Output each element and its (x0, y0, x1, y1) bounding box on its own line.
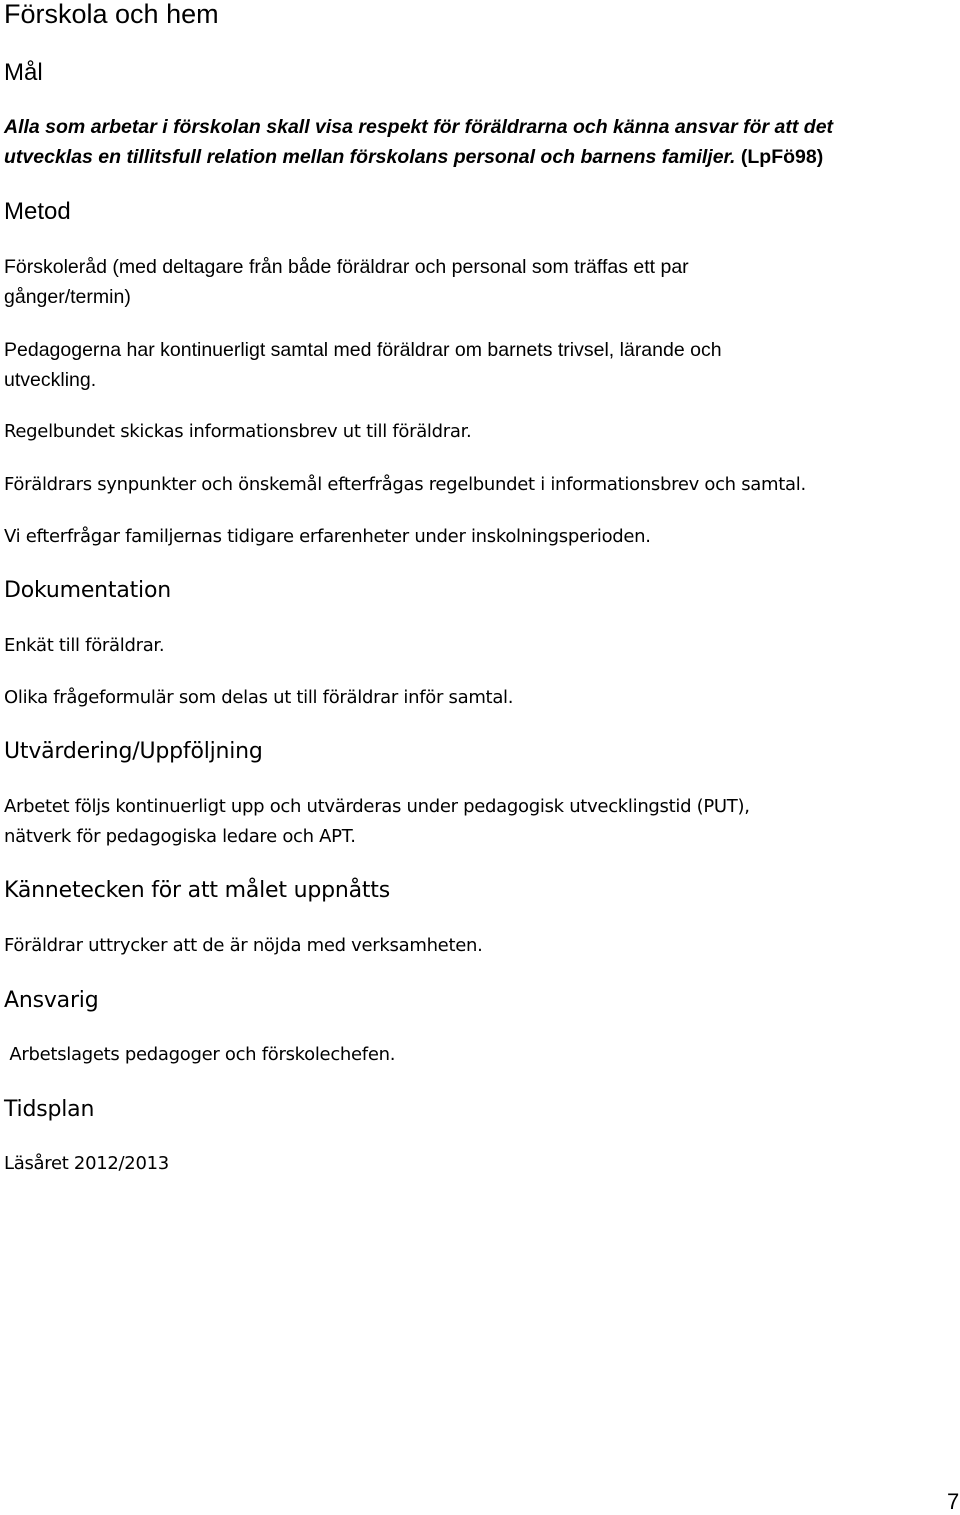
goal-heading: Mål (4, 59, 43, 86)
method-para-1-line-1: Förskoleråd (med deltagare från både föräldrar och personal som träffas ett par (4, 256, 689, 278)
method-para-3: Regelbundet skickas informationsbrev ut till föräldrar. (4, 421, 472, 442)
documentation-para-2: Olika frågeformulär som delas ut till föräldrar inför samtal. (4, 687, 514, 708)
documentation-heading: Dokumentation (4, 578, 171, 603)
goal-reference: (LpFö98) (740, 146, 824, 168)
indicators-para: Föräldrar uttrycker att de är nöjda med verksamheten. (4, 935, 483, 956)
responsible-para: Arbetslagets pedagoger och förskolechefen. (4, 1044, 396, 1065)
indicators-heading: Kännetecken för att målet uppnåtts (4, 878, 390, 903)
evaluation-para-line-1: Arbetet följs kontinuerligt upp och utvärderas under pedagogisk utvecklingstid (PUT), (4, 796, 750, 817)
method-para-1-line-2: gånger/termin) (4, 286, 131, 308)
evaluation-heading: Utvärdering/Uppföljning (4, 739, 263, 764)
documentation-para-1: Enkät till föräldrar. (4, 635, 165, 656)
method-para-2-line-2: utveckling. (4, 369, 97, 391)
responsible-heading: Ansvarig (4, 988, 99, 1013)
schedule-para: Läsåret 2012/2013 (4, 1153, 169, 1174)
method-heading: Metod (4, 198, 71, 225)
method-para-5: Vi efterfrågar familjernas tidigare erfarenheter under inskolningsperioden. (4, 526, 651, 547)
goal-quote-line-2: utvecklas en tillitsfull relation mellan förskolans personal och barnens familjer. (4, 146, 736, 168)
method-para-2-line-1: Pedagogerna har kontinuerligt samtal med föräldrar om barnets trivsel, lärande och (4, 339, 722, 361)
schedule-heading: Tidsplan (4, 1097, 95, 1122)
goal-text-line-1 (4, 112, 833, 142)
method-para-4: Föräldrars synpunkter och önskemål efterfrågas regelbundet i informationsbrev och samtal. (4, 474, 806, 495)
page-number: 7 (947, 1489, 960, 1514)
goal-text-line-2 (4, 142, 823, 172)
evaluation-para-line-2: nätverk för pedagogiska ledare och APT. (4, 826, 356, 847)
goal-quote-line-1: Alla som arbetar i förskolan skall visa respekt för föräldrarna och känna ansvar för att det (4, 116, 834, 138)
page-title: Förskola och hem (4, 0, 219, 29)
